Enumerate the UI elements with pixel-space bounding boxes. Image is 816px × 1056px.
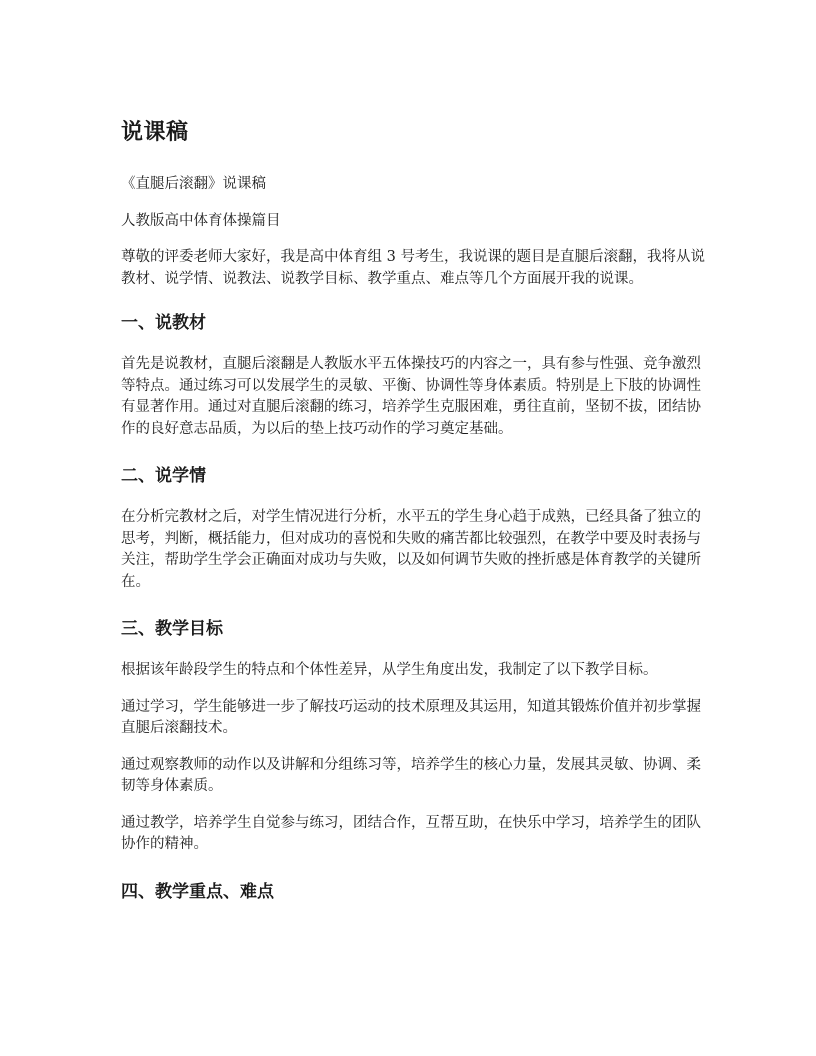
section-heading-students: 二、说学情 — [121, 466, 206, 486]
section-paragraph: 通过学习，学生能够进一步了解技巧运动的技术原理及其运用，知道其锻炼价值并初步掌握直腿后滚翻技术。 — [121, 698, 701, 736]
section-paragraph: 通过观察教师的动作以及讲解和分组练习等，培养学生的核心力量，发展其灵敏、协调、柔韧等身体素质。 — [121, 756, 701, 794]
section-paragraph: 首先是说教材，直腿后滚翻是人教版水平五体操技巧的内容之一，具有参与性强、竞争激烈等特点。通过练习可以发展学生的灵敏、平衡、协调性等身体素质。特别是上下肢的协调性有显著作用。通过对直腿后滚翻的练习，培养学生克服困难，勇往直前，坚韧不拔，团结协作的良好意志品质，为以后的垫上技巧动作的学习奠定基础。 — [121, 356, 701, 437]
section-paragraph: 根据该年龄段学生的特点和个体性差异，从学生角度出发，我制定了以下教学目标。 — [121, 662, 658, 678]
section-paragraph: 通过教学，培养学生自觉参与练习，团结合作，互帮互助，在快乐中学习，培养学生的团队协作的精神。 — [121, 814, 701, 852]
section-heading-objectives: 三、教学目标 — [121, 619, 223, 639]
document-subtitle: 《直腿后滚翻》说课稿 — [121, 176, 266, 192]
section-heading-key-points: 四、教学重点、难点 — [121, 881, 274, 902]
section-heading-textbook: 一、说教材 — [121, 313, 206, 333]
section-paragraph: 在分析完教材之后，对学生情况进行分析，水平五的学生身心趋于成熟，已经具备了独立的思考，判断，概括能力，但对成功的喜悦和失败的痛苦都比较强烈，在教学中要及时表扬与关注，帮助学生学会正确面对成功与失败，以及如何调节失败的挫折感是体育教学的关键所在。 — [121, 509, 701, 590]
document-title: 说课稿 — [121, 120, 189, 145]
intro-paragraph: 尊敬的评委老师大家好，我是高中体育组 3 号考生，我说课的题目是直腿后滚翻，我将从说教材、说学情、说教法、说教学目标、教学重点、难点等几个方面展开我的说课。 — [121, 249, 705, 287]
course-label: 人教版高中体育体操篇目 — [121, 212, 281, 229]
